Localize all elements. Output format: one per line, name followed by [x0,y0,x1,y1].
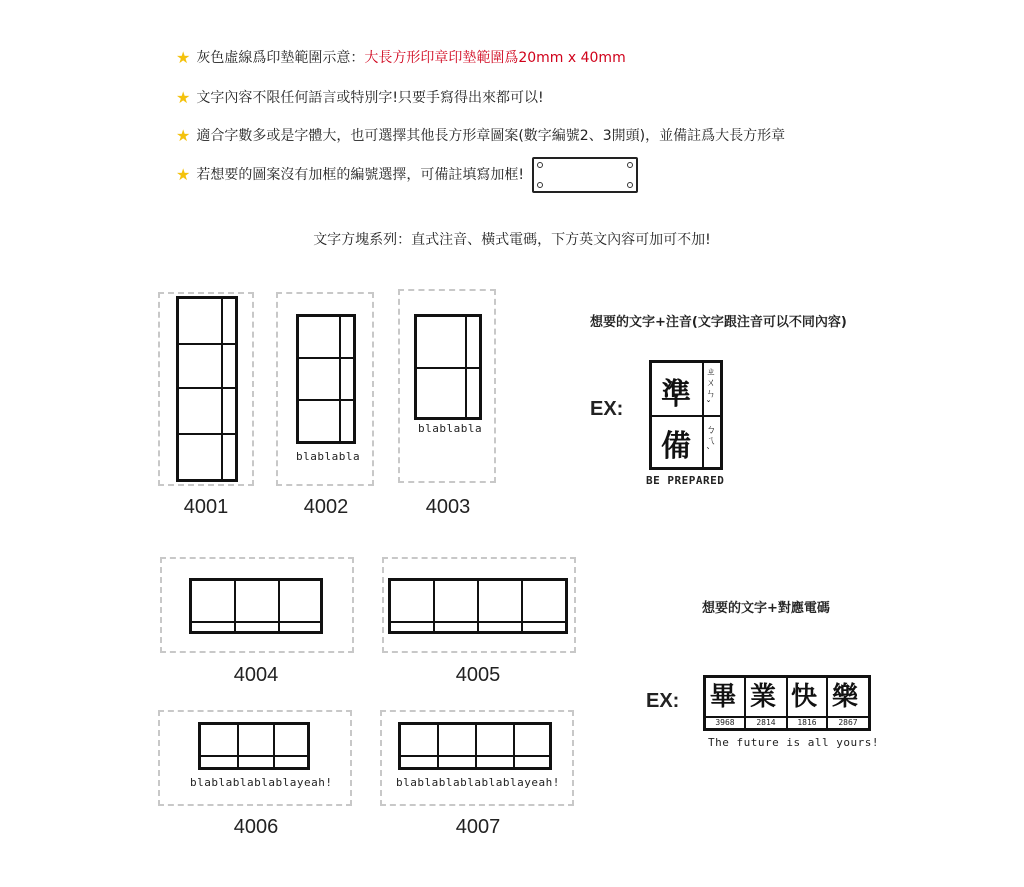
stamp-char: 備 [661,429,691,464]
section-title: 文字方塊系列：直式注音、橫式電碼，下方英文內容可加可不加! [313,232,711,248]
note-text: 文字內容不限任何語言或特別字!只要手寫得出來都可以! [196,90,544,106]
stamp-char: 快 [791,682,818,712]
example-caption: The future is all yours! [708,736,879,749]
zhuyin-text: ㄓㄨㄣˇ [706,367,716,411]
note-text: 若想要的圖案沒有加框的編號選擇，可備註填寫加框! [196,167,524,183]
ex-label: EX: [590,398,624,420]
design-caption: blablablablablablayeah! [396,776,560,789]
telecode: 1816 [797,718,817,727]
note-highlight: 大長方形印章印墊範圍爲20mm x 40mm [364,50,626,66]
note-text: 灰色虛線爲印墊範圍示意： [196,50,365,66]
frame-sample-icon [532,157,638,193]
design-caption: blablablablablayeah! [190,776,333,789]
design-code: 4006 [233,816,279,838]
example-caption: BE PREPARED [646,474,725,487]
example-title: 想要的文字+對應電碼 [702,601,830,616]
star-icon: ★ [176,48,191,67]
note-pad-size [176,48,626,68]
design-code: 4001 [183,496,229,518]
design-code: 4003 [425,496,471,518]
design-caption: blablabla [296,450,361,463]
star-icon: ★ [176,165,191,184]
telecode: 3968 [715,718,735,727]
ex-label: EX: [646,690,680,712]
telecode: 2867 [838,718,858,727]
note-text: 適合字數多或是字體大，也可選擇其他長方形章圖案(數字編號2、3開頭)，並備註爲大長方形章 [196,128,786,144]
star-icon: ★ [176,126,191,145]
stamp-char: 準 [661,377,691,412]
note-add-frame [176,157,638,193]
stamp-char: 業 [750,682,777,712]
design-code: 4007 [455,816,501,838]
note-any-language [176,88,544,108]
design-code: 4004 [233,664,279,686]
note-other-designs [176,126,785,146]
star-icon: ★ [176,88,191,107]
zhuyin-text: ㄅㄟˋ [706,425,716,458]
design-code: 4002 [303,496,349,518]
telecode: 2814 [756,718,776,727]
stamp-char: 畢 [710,682,737,712]
design-code: 4005 [455,664,501,686]
example-title: 想要的文字+注音(文字跟注音可以不同內容) [590,315,847,330]
stamp-char: 樂 [832,682,859,712]
design-caption: blablabla [418,422,483,435]
